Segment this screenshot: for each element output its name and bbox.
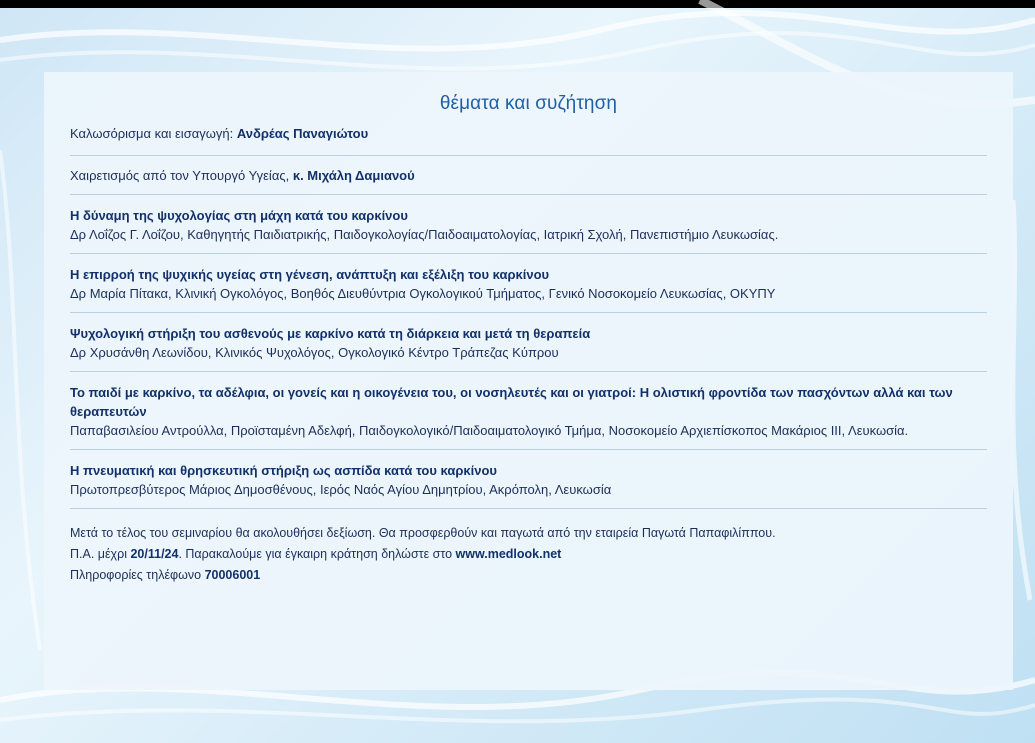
talk-item <box>70 313 987 372</box>
rsvp-mid: . Παρακαλούμε για έγκαιρη κράτηση δηλώστε στο <box>178 547 456 561</box>
talk-speaker: Δρ Χρυσάνθη Λεωνίδου, Κλινικός Ψυχολόγος, Ογκολογικό Κέντρο Τράπεζας Κύπρου <box>70 345 559 360</box>
welcome-row <box>70 122 987 156</box>
rsvp-line <box>70 544 987 565</box>
program-panel <box>44 72 1013 690</box>
welcome-name: Ανδρέας Παναγιώτου <box>236 126 369 141</box>
talk-speaker: Παπαβασιλείου Αντρούλλα, Προϊσταμένη Αδελφή, Παιδογκολογικό/Παιδοαιματολογικό Τμήμα, Νοσοκομείο Αρχιεπίσκοπος Μακάριος ΙΙΙ, Λευκωσία. <box>70 423 909 438</box>
talk-item <box>70 254 987 313</box>
talk-title: Ψυχολογική στήριξη του ασθενούς με καρκίνο κατά τη διάρκεια και μετά τη θεραπεία <box>70 326 591 341</box>
rsvp-date: 20/11/24 <box>130 547 179 561</box>
talk-title: Η δύναμη της ψυχολογίας στη μάχη κατά του καρκίνου <box>70 208 408 223</box>
rsvp-lead: Π.Α. μέχρι <box>70 547 131 561</box>
welcome-lead: Καλωσόρισμα και εισαγωγή: <box>70 126 237 141</box>
talk-item <box>70 450 987 509</box>
phone-line <box>70 565 987 586</box>
panel-title: θέματα και συζήτηση <box>439 93 618 114</box>
talk-speaker: Δρ Μαρία Πίτακα, Κλινική Ογκολόγος, Βοηθός Διευθύντρια Ογκολογικού Τμήματος, Γενικό Νοσοκομείο Λευκωσίας, ΟΚΥΠΥ <box>70 286 776 301</box>
talk-title: Η πνευματική και θρησκευτική στήριξη ως ασπίδα κατά του καρκίνου <box>70 463 498 478</box>
greeting-row <box>70 156 987 195</box>
greeting-name: κ. Μιχάλη Δαμιανού <box>292 168 415 183</box>
phone-number[interactable]: 70006001 <box>204 568 261 582</box>
talk-title: Το παιδί με καρκίνο, τα αδέλφια, οι γονείς και η οικογένεια του, οι νοσηλευτές και οι γιατροί: Η ολιστική φροντίδα των πασχόντων αλλά και των θεραπευτών <box>70 385 953 419</box>
rsvp-website-link[interactable]: www.medlook.net <box>455 547 562 561</box>
talk-title: Η επιρροή της ψυχικής υγείας στη γένεση, ανάπτυξη και εξέλιξη του καρκίνου <box>70 267 550 282</box>
talk-item <box>70 195 987 254</box>
reception-note: Μετά το τέλος του σεμιναρίου θα ακολουθήσει δεξίωση. Θα προσφερθούν και παγωτά από την εταιρεία Παγωτά Παπαφιλίππου. <box>70 526 776 540</box>
talk-speaker: Πρωτοπρεσβύτερος Μάριος Δημοσθένους, Ιερός Ναός Αγίου Δημητρίου, Ακρόπολη, Λευκωσία <box>70 482 612 497</box>
greeting-lead: Χαιρετισμός από τον Υπουργό Υγείας, <box>70 168 293 183</box>
footer-info <box>70 509 987 586</box>
talk-item <box>70 372 987 450</box>
talk-speaker: Δρ Λοΐζος Γ. Λοΐζου, Καθηγητής Παιδιατρικής, Παιδογκολογίας/Παιδοαιματολογίας, Ιατρική Σχολή, Πανεπιστήμιο Λευκωσίας. <box>70 227 779 242</box>
phone-lead: Πληροφορίες τηλέφωνο <box>70 568 205 582</box>
